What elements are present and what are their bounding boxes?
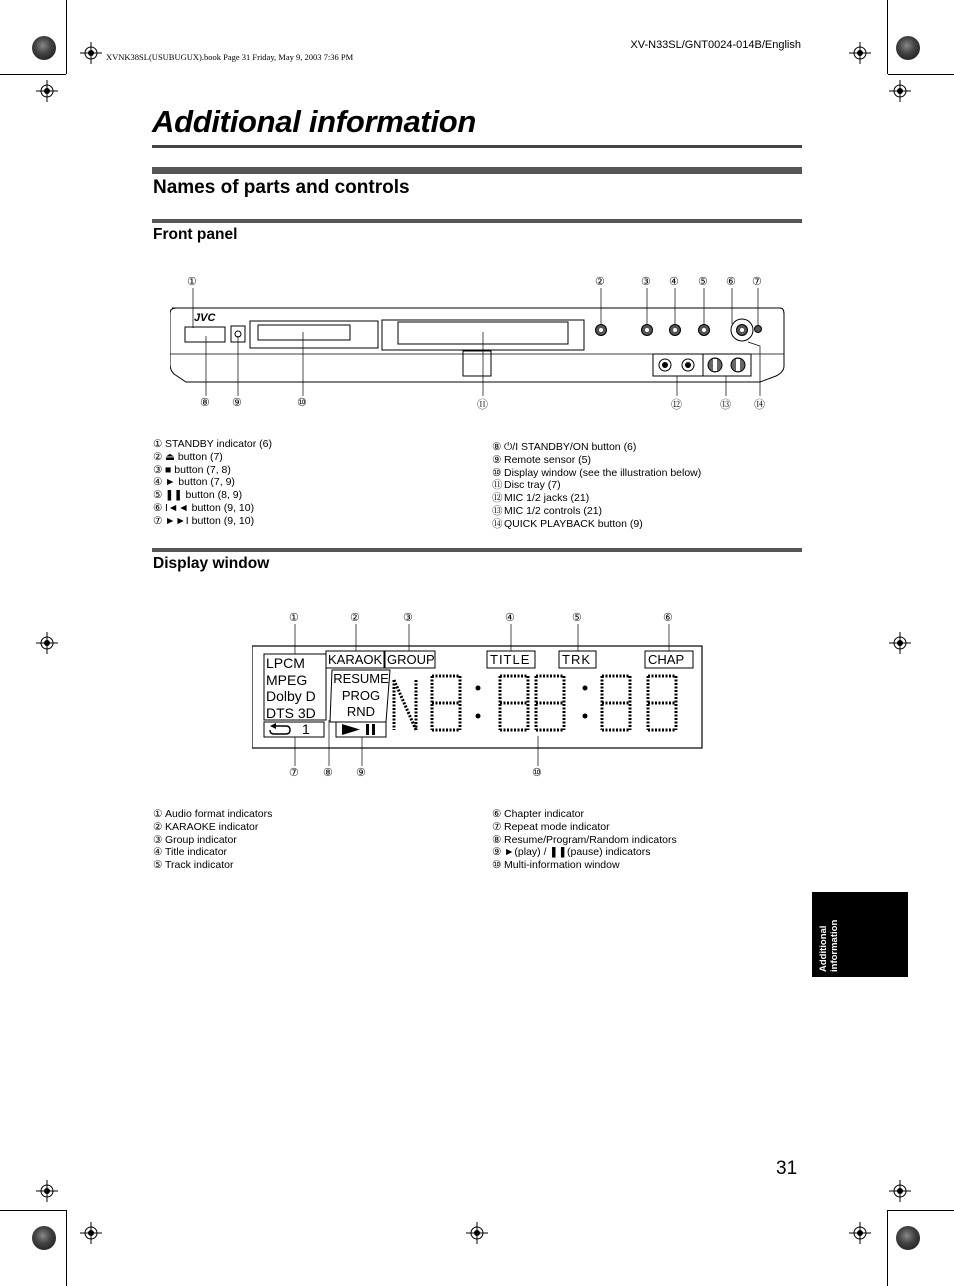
display-window-heading: Display window <box>153 555 270 572</box>
callout-10: ⑩ <box>297 397 307 409</box>
audio-format-indicators: LPCM MPEG Dolby D DTS 3D <box>266 655 316 721</box>
karaoke-indicator: KARAOK <box>328 652 383 667</box>
legend-item: ⑨ Remote sensor (5) <box>492 453 591 466</box>
crosshair-icon <box>80 42 102 64</box>
resume-prog-rnd-indicators: RESUME PROG RND <box>333 671 389 719</box>
legend-item: ⑭ QUICK PLAYBACK button (9) <box>492 517 643 530</box>
display-window-illustration <box>252 610 712 785</box>
legend-item: ⑪ Disc tray (7) <box>492 479 561 492</box>
legend-item: ⑬ MIC 1/2 controls (21) <box>492 504 603 517</box>
legend-item: ③ Group indicator <box>153 833 237 846</box>
crosshair-icon <box>849 1222 871 1244</box>
dw-callout-7: ⑦ <box>289 767 299 779</box>
legend-item: ⑫ MIC 1/2 jacks (21) <box>492 492 590 505</box>
legend-item: ⑨ ►(play) / ❚❚(pause) indicators <box>492 846 651 859</box>
dw-callout-10: ⑩ <box>532 767 542 779</box>
legend-item: ⑥ I◄◄ button (9, 10) <box>153 501 255 514</box>
front-panel-illustration <box>170 272 790 410</box>
book-info: XVNK38SL(USUBUGUX).book Page 31 Friday, May 9, 2003 7:36 PM <box>106 52 354 62</box>
legend-item: ① Audio format indicators <box>153 808 273 820</box>
callout-11: ⑪ <box>477 399 488 411</box>
page-title: Additional information <box>152 104 477 139</box>
dw-callout-1: ① <box>289 612 299 624</box>
legend-item: ② ⏏ button (7) <box>153 450 223 463</box>
page-number: 31 <box>776 1158 798 1179</box>
callout-1: ① <box>187 276 197 288</box>
legend-item: ⑥ Chapter indicator <box>492 808 584 820</box>
callout-12: ⑫ <box>671 399 682 411</box>
legend-item: ② KARAOKE indicator <box>153 820 259 833</box>
callout-9: ⑨ <box>232 397 242 409</box>
callout-3: ③ <box>641 276 651 288</box>
display-window-legend-left <box>153 808 272 872</box>
legend-item: ⑧ Resume/Program/Random indicators <box>492 833 677 846</box>
crosshair-icon <box>36 632 58 654</box>
crosshair-icon <box>889 1180 911 1202</box>
crosshair-icon <box>36 80 58 102</box>
callout-6: ⑥ <box>726 276 736 288</box>
crosshair-icon <box>36 1180 58 1202</box>
callout-4: ④ <box>669 276 679 288</box>
callout-14: ⑭ <box>754 399 765 411</box>
dw-callout-8: ⑧ <box>323 767 333 779</box>
callout-13: ⑬ <box>720 399 731 411</box>
legend-item: ① STANDBY indicator (6) <box>153 438 272 450</box>
side-tab <box>812 892 908 977</box>
legend-item: ⑩ Display window (see the illustration below) <box>492 466 702 479</box>
dw-callout-6: ⑥ <box>663 612 673 624</box>
callout-7: ⑦ <box>752 276 762 288</box>
dw-callout-4: ④ <box>505 612 515 624</box>
crosshair-icon <box>80 1222 102 1244</box>
track-indicator: TRK <box>562 652 591 667</box>
jvc-logo: JVC <box>194 312 216 324</box>
dw-callout-2: ② <box>350 612 360 624</box>
callout-2: ② <box>595 276 605 288</box>
dw-callout-3: ③ <box>403 612 413 624</box>
registration-ball-icon <box>32 1226 56 1250</box>
section-title: Names of parts and controls <box>153 177 410 198</box>
crosshair-icon <box>889 632 911 654</box>
dw-callout-9: ⑨ <box>356 767 366 779</box>
legend-item: ④ Title indicator <box>153 846 228 859</box>
crosshair-icon <box>466 1222 488 1244</box>
registration-ball-icon <box>896 36 920 60</box>
legend-item: ⑤ Track indicator <box>153 859 234 872</box>
title-indicator: TITLE <box>490 652 531 667</box>
group-indicator: GROUP <box>387 652 435 667</box>
crosshair-icon <box>849 42 871 64</box>
legend-item: ⑤ ❚❚ button (8, 9) <box>153 489 243 502</box>
display-window-legend-right <box>492 808 677 872</box>
legend-item: ⑦ ►►I button (9, 10) <box>153 514 255 527</box>
legend-item: ③ ■ button (7, 8) <box>153 463 231 476</box>
crosshair-icon <box>889 80 911 102</box>
front-panel-legend-left <box>153 438 272 528</box>
callout-5: ⑤ <box>698 276 708 288</box>
legend-item: ⑦ Repeat mode indicator <box>492 820 610 833</box>
doc-code: XV-N33SL/GNT0024-014B/English <box>630 39 801 51</box>
registration-ball-icon <box>32 36 56 60</box>
legend-item: ⑧ ⏻/I STANDBY/ON button (6) <box>492 441 637 453</box>
chapter-indicator: CHAP <box>648 652 685 667</box>
registration-ball-icon <box>896 1226 920 1250</box>
dw-callout-5: ⑤ <box>572 612 582 624</box>
legend-item: ⑩ Multi-information window <box>492 859 620 872</box>
legend-item: ④ ► button (7, 9) <box>153 476 235 489</box>
repeat-mode-number: 1 <box>302 721 310 737</box>
side-tab-label: Additional information <box>818 919 840 972</box>
callout-8: ⑧ <box>200 397 210 409</box>
front-panel-heading: Front panel <box>153 226 238 243</box>
front-panel-legend-right <box>492 441 701 531</box>
